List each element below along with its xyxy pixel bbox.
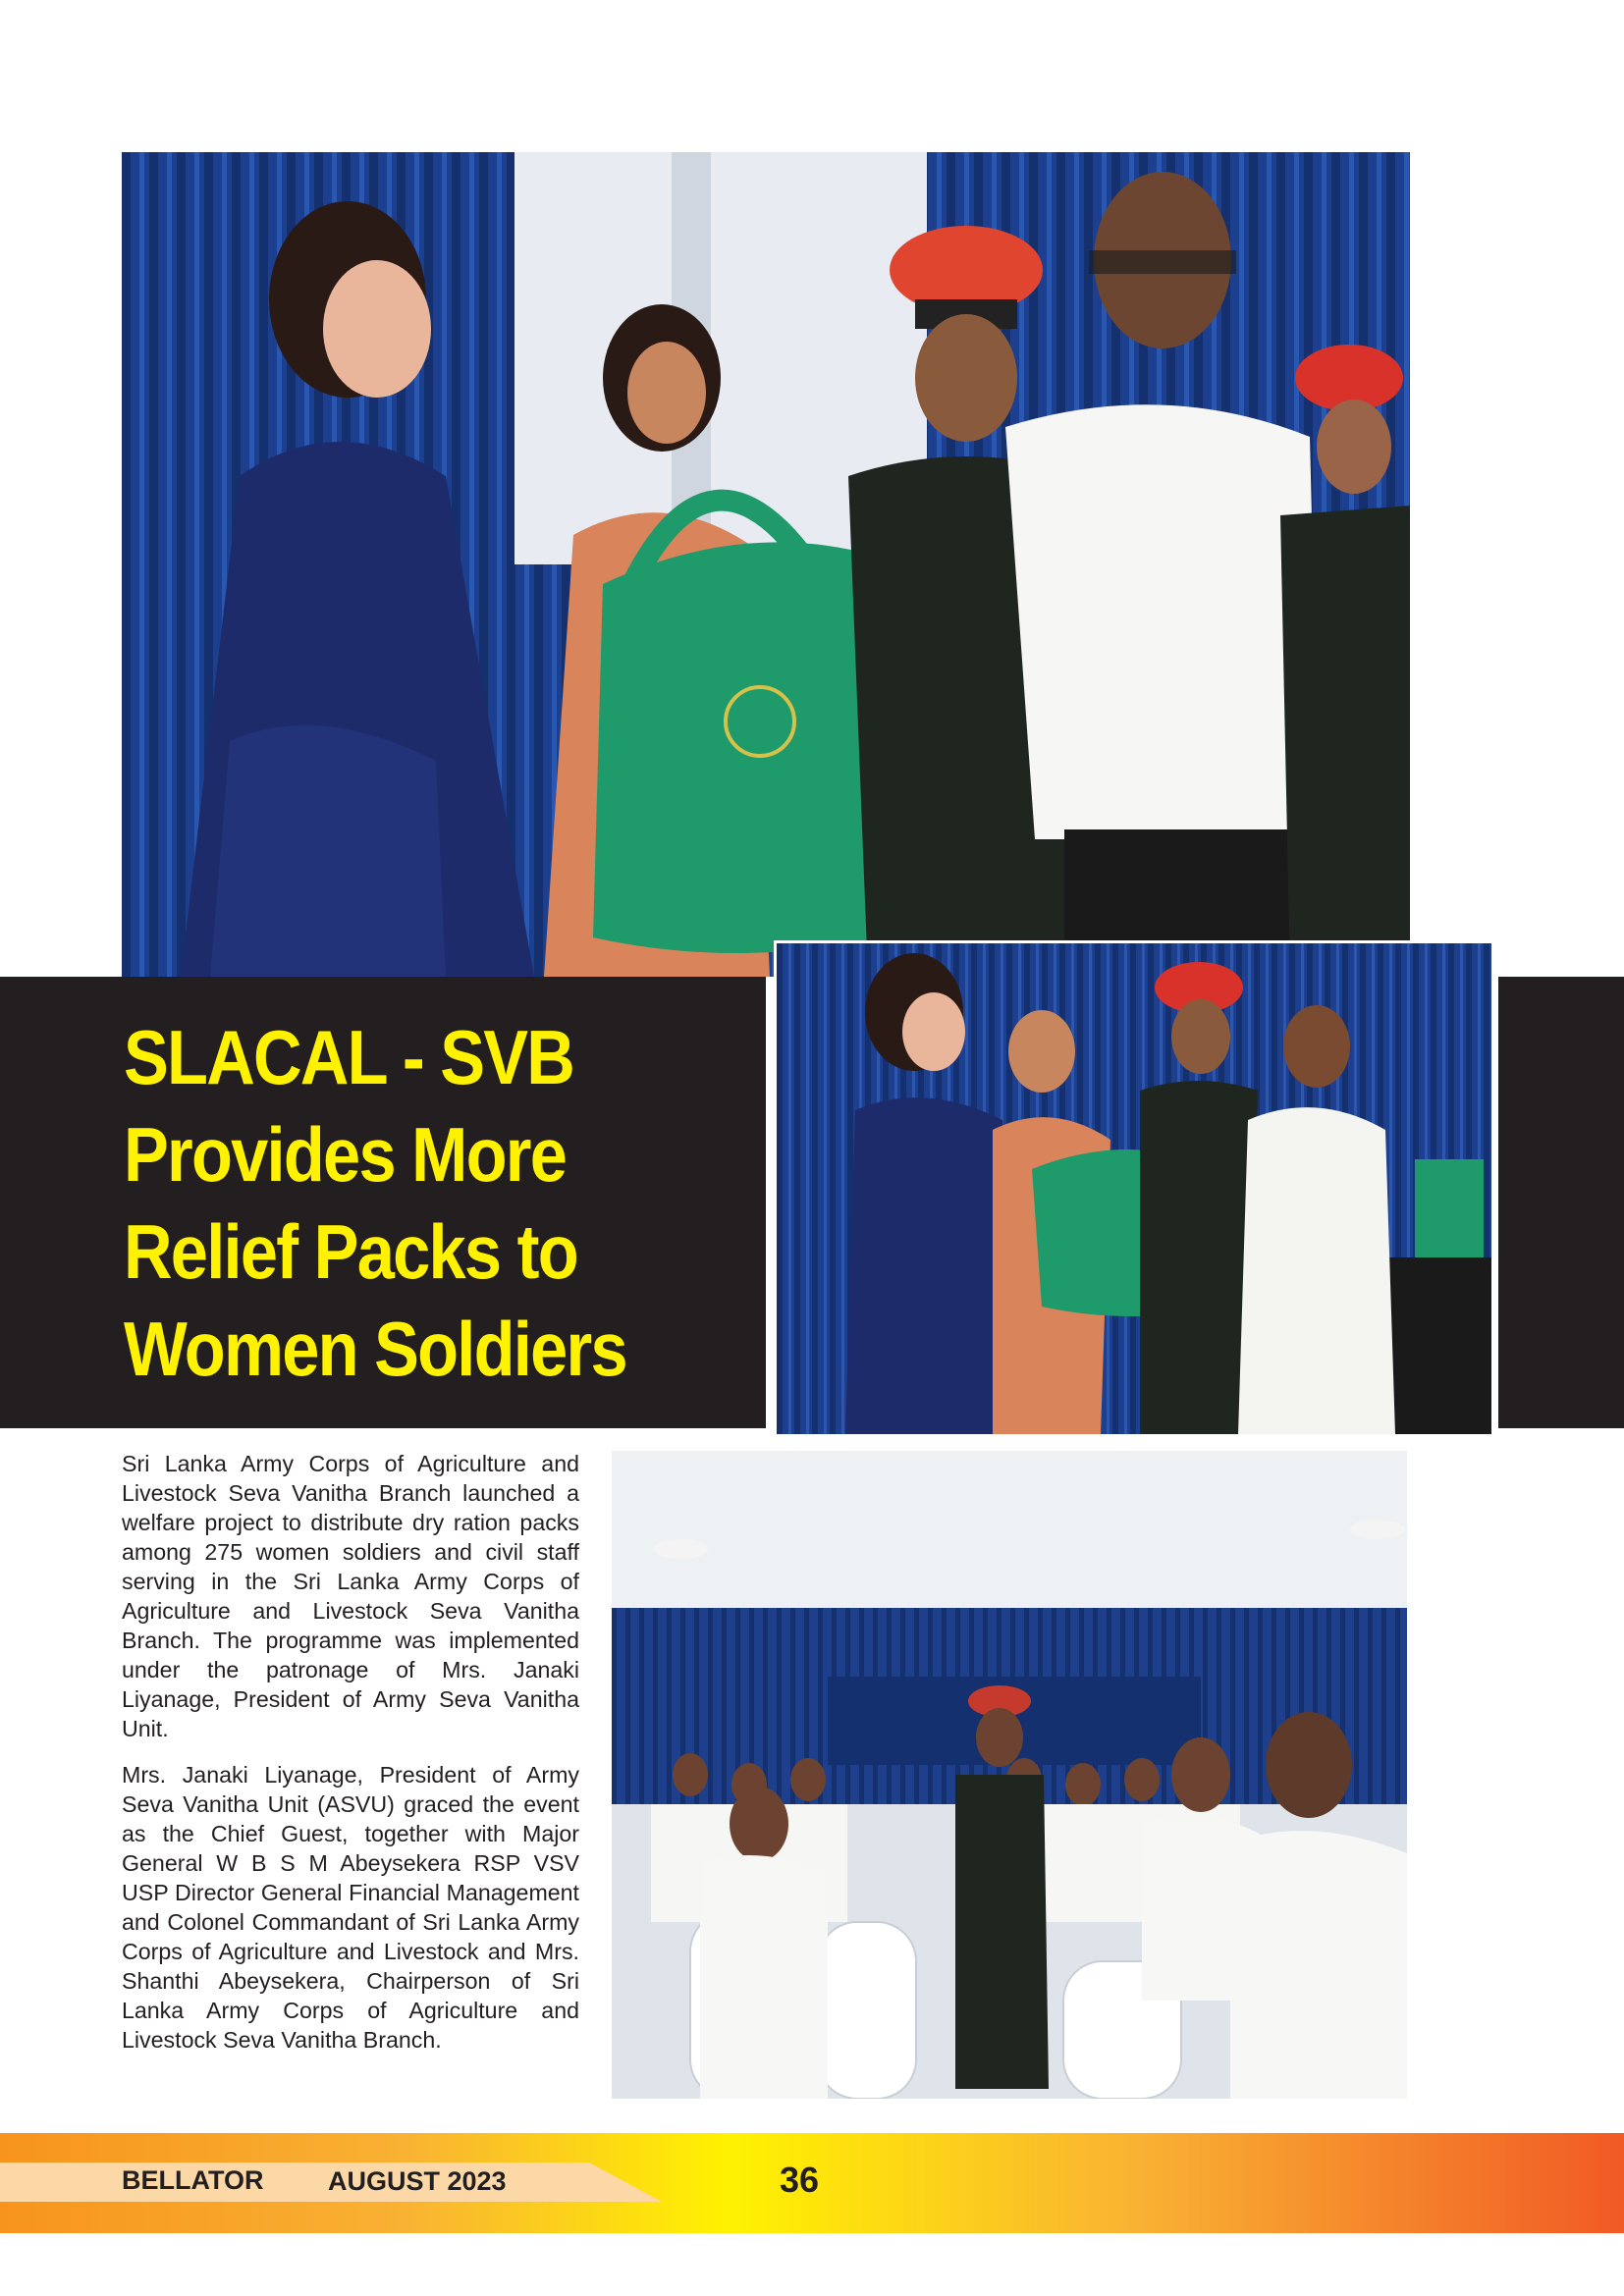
footer-page-number: 36 bbox=[780, 2160, 820, 2200]
article-body bbox=[122, 1449, 579, 2071]
hall-photo-women-soldiers bbox=[612, 1451, 1407, 2099]
main-photo-relief-pack-handover bbox=[122, 152, 1410, 977]
footer-magazine-name: BELLATOR bbox=[122, 2165, 264, 2195]
article-paragraph-2: Mrs. Janaki Liyanage, President of Army Seva Vanitha Unit (ASVU) graced the event as the Chief Guest, together with Major General W B S M Abeysekera RSP VSV USP Director General Financial Management and Colonel Commandant of Sri Lanka Army Corps of Agriculture and Livestock and Mrs. Shanthi Abeysekera, Chairperson of Sri Lanka Army Corps of Agriculture and Livestock Seva Vanitha Branch. bbox=[122, 1762, 579, 2053]
headline-band-right-edge bbox=[1498, 977, 1624, 1428]
headline: SLACAL - SVB Provides More Relief Packs to Women Soldiers bbox=[124, 1014, 626, 1392]
second-photo-relief-pack-handover bbox=[774, 940, 1494, 1437]
footer-issue-date: AUGUST 2023 bbox=[328, 2166, 507, 2196]
article-paragraph-1: Sri Lanka Army Corps of Agriculture and Livestock Seva Vanitha Branch launched a welfare project to distribute dry ration packs among 275 women soldiers and civil staff serving in the Sri Lanka Army Corps of Agriculture and Livestock Seva Vanitha Branch. The programme was implemented under the patronage of Mrs. Janaki Liyanage, President of Army Seva Vanitha Unit. bbox=[122, 1451, 579, 1741]
